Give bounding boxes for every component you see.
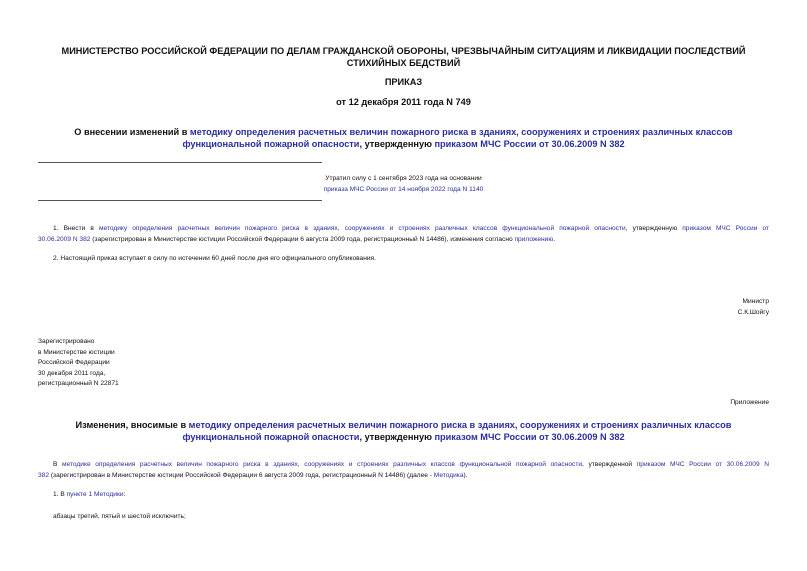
p3-text-3: (зарегистрирован в Министерстве юстиции Российской Федерации 6 августа 2009 года, регистрационный N 14486) (далее - bbox=[49, 471, 434, 479]
paragraph-1 bbox=[38, 224, 769, 245]
p1-methodology-link[interactable]: методику определения расчетных величин пожарного риска в зданиях, сооружениях и строениях различных классов функциональной пожарной опасности bbox=[98, 225, 626, 232]
order-382-link[interactable]: приказом МЧС России от 30.06.2009 N 382 bbox=[434, 139, 625, 149]
title2-methodology-link[interactable]: методику определения расчетных величин пожарного риска в зданиях, сооружениях и строениях различных классов функциональной пожарной опасности bbox=[182, 420, 732, 442]
doc-title bbox=[40, 126, 767, 150]
appendix-title bbox=[40, 419, 767, 443]
divider-top bbox=[38, 162, 322, 163]
repeal-status-text: Утратил силу с 1 сентября 2023 года на основании bbox=[325, 175, 482, 182]
title2-order-link[interactable]: приказом МЧС России от 30.06.2009 N 382 bbox=[434, 432, 625, 442]
registration-line-3: Российской Федерации bbox=[38, 359, 110, 366]
paragraph-3-line-2 bbox=[38, 471, 769, 482]
methodology-link[interactable]: методику определения расчетных величин пожарного риска в зданиях, сооружениях и строениях различных классов функциональной пожарной опасности bbox=[182, 127, 733, 149]
signature-position: Министр bbox=[742, 298, 769, 305]
paragraph-4 bbox=[53, 490, 769, 501]
ministry-heading: МИНИСТЕРСТВО РОССИЙСКОЙ ФЕДЕРАЦИИ ПО ДЕЛАМ ГРАЖДАНСКОЙ ОБОРОНЫ, ЧРЕЗВЫЧАЙНЫМ СИТУАЦИЯМ И ЛИКВИДАЦИИ ПОСЛЕДСТВИЙ СТИХИЙНЫХ БЕДСТВИЙ bbox=[61, 46, 746, 68]
registration-line-2: в Министерстве юстиции bbox=[38, 348, 115, 356]
paragraph-1-line-1 bbox=[38, 224, 769, 235]
appendix-label: Приложение bbox=[730, 399, 769, 406]
doc-date: от 12 декабря 2011 года N 749 bbox=[336, 97, 471, 107]
paragraph-3 bbox=[38, 460, 769, 481]
registration-line-1: Зарегистрировано bbox=[38, 338, 95, 345]
p3-text-1: В bbox=[53, 461, 62, 468]
p3-text-2: , утвержденной bbox=[582, 461, 637, 468]
signature-block bbox=[600, 297, 769, 318]
methodology-short-link[interactable]: Методика bbox=[433, 471, 464, 479]
p4-text-2: : bbox=[123, 491, 126, 498]
title-prefix: О внесении изменений в bbox=[74, 127, 190, 137]
title2-middle: , утвержденную bbox=[359, 432, 435, 442]
signature-name: С.К.Шойгу bbox=[737, 308, 769, 316]
repeal-status bbox=[230, 174, 577, 195]
repeal-order-link[interactable]: приказа МЧС России от 14 ноября 2022 года N 1140 bbox=[323, 185, 484, 193]
divider-bottom bbox=[38, 200, 322, 201]
p4-text-1: 1. В bbox=[53, 491, 67, 498]
registration-line-5: регистрационный N 22871 bbox=[38, 380, 119, 387]
p1-text-1: 1. Внести в bbox=[53, 225, 99, 232]
paragraph-1-line-2 bbox=[38, 235, 769, 246]
p3-methodology-link[interactable]: методике определения расчетных величин пожарного риска в зданиях, сооружениях и строениях различных классов функциональной пожарной опасности bbox=[62, 461, 583, 468]
title2-prefix: Изменения, вносимые в bbox=[75, 420, 189, 430]
p3-text-4: ). bbox=[463, 471, 468, 479]
clause-1-link[interactable]: пункте 1 Методики bbox=[66, 491, 124, 498]
p1-text-4: . bbox=[553, 235, 556, 243]
paragraph-2: 2. Настоящий приказ вступает в силу по истечении 60 дней после дня его официального опубликования. bbox=[53, 255, 376, 262]
paragraph-3-line-1 bbox=[38, 460, 769, 471]
p3-order-link-a[interactable]: приказом МЧС России от 30.06.2009 N bbox=[636, 461, 770, 468]
paragraph-5: абзацы третий, пятый и шестой исключить; bbox=[53, 513, 186, 520]
doc-type: ПРИКАЗ bbox=[384, 77, 423, 87]
p1-order-link-a[interactable]: приказом МЧС России от bbox=[682, 225, 769, 232]
p3-order-link-b[interactable]: 382 bbox=[38, 471, 50, 479]
appendix-link[interactable]: приложению bbox=[514, 235, 554, 243]
p1-order-link-b[interactable]: 30.06.2009 N 382 bbox=[38, 235, 91, 243]
registration-line-4: 30 декабря 2011 года, bbox=[38, 369, 106, 377]
registration-block bbox=[38, 337, 258, 390]
title-middle: , утвержденную bbox=[359, 139, 435, 149]
p1-text-2: , утвержденную bbox=[625, 225, 683, 232]
p1-text-3: (зарегистрирован в Министерстве юстиции Российской Федерации 6 августа 2009 года, регистрационный N 14486), изменения согласно bbox=[90, 235, 515, 243]
